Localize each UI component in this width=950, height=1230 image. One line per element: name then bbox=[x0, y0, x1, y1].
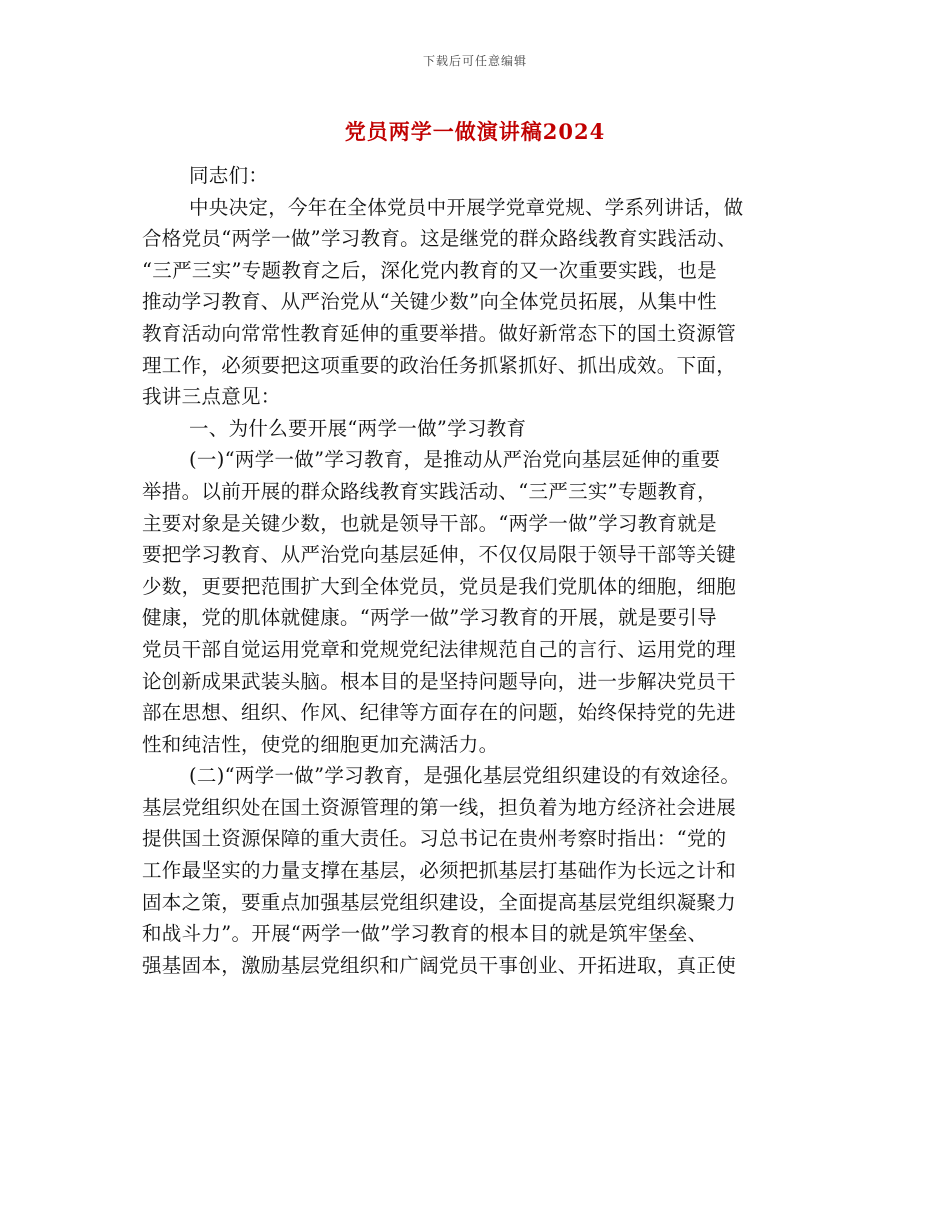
body-line: 一、为什么要开展“两学一做”学习教育 bbox=[189, 416, 527, 440]
document-body bbox=[142, 160, 808, 981]
body-line: 教育活动向常常性教育延伸的重要举措。做好新常态下的国土资源管 bbox=[142, 321, 737, 345]
body-line: 要把学习教育、从严治党向基层延伸，不仅仅局限于领导干部等关键 bbox=[142, 543, 737, 567]
document-title: 党员两学一做演讲稿2024 bbox=[344, 119, 606, 144]
body-line: 性和纯洁性，使党的细胞更加充满活力。 bbox=[142, 732, 499, 756]
body-line: (一)“两学一做”学习教育，是推动从严治党向基层延伸的重要 bbox=[189, 448, 721, 472]
body-line: 主要对象是关键少数，也就是领导干部。“两学一做”学习教育就是 bbox=[142, 511, 717, 535]
body-line: 强基固本，激励基层党组织和广阔党员干事创业、开拓进取，真正使 bbox=[142, 953, 737, 977]
body-line: 推动学习教育、从严治党从“关键少数”向全体党员拓展，从集中性 bbox=[142, 290, 717, 314]
body-line: 论创新成果武装头脑。根本目的是坚持问题导向，进一步解决党员干 bbox=[142, 669, 737, 693]
body-line: 合格党员“两学一做”学习教育。这是继党的群众路线教育实践活动、 bbox=[142, 227, 737, 251]
page-header-note: 下载后可任意编辑 bbox=[422, 54, 527, 68]
body-line: 固本之策，要重点加强基层党组织建设，全面提高基层党组织凝聚力 bbox=[142, 890, 737, 914]
body-line: 部在思想、组织、作风、纪律等方面存在的问题，始终保持党的先进 bbox=[142, 701, 737, 725]
body-line: 举措。以前开展的群众路线教育实践活动、“三严三实”专题教育， bbox=[142, 479, 717, 503]
body-line: “三严三实”专题教育之后，深化党内教育的又一次重要实践，也是 bbox=[142, 258, 717, 282]
body-line: (二)“两学一做”学习教育，是强化基层党组织建设的有效途径。 bbox=[189, 764, 741, 788]
body-line: 我讲三点意见： bbox=[142, 385, 281, 409]
body-line: 和战斗力”。开展“两学一做”学习教育的根本目的就是筑牢堡垒、 bbox=[142, 922, 708, 946]
body-line: 基层党组织处在国土资源管理的第一线，担负着为地方经济社会进展 bbox=[142, 795, 737, 819]
body-line: 中央决定，今年在全体党员中开展学党章党规、学系列讲话，做 bbox=[189, 195, 744, 219]
body-line: 同志们： bbox=[189, 164, 269, 187]
body-line: 理工作，必须要把这项重要的政治任务抓紧抓好、抓出成效。下面， bbox=[142, 353, 737, 377]
body-line: 工作最坚实的力量支撑在基层，必须把抓基层打基础作为长远之计和 bbox=[142, 859, 737, 883]
body-line: 提供国土资源保障的重大责任。习总书记在贵州考察时指出：“党的 bbox=[142, 827, 727, 851]
body-line: 党员干部自觉运用党章和党规党纪法律规范自己的言行、运用党的理 bbox=[142, 637, 737, 661]
body-line: 健康，党的肌体就健康。“两学一做”学习教育的开展，就是要引导 bbox=[142, 606, 717, 630]
body-line: 少数，更要把范围扩大到全体党员，党员是我们党肌体的细胞，细胞 bbox=[142, 574, 737, 598]
